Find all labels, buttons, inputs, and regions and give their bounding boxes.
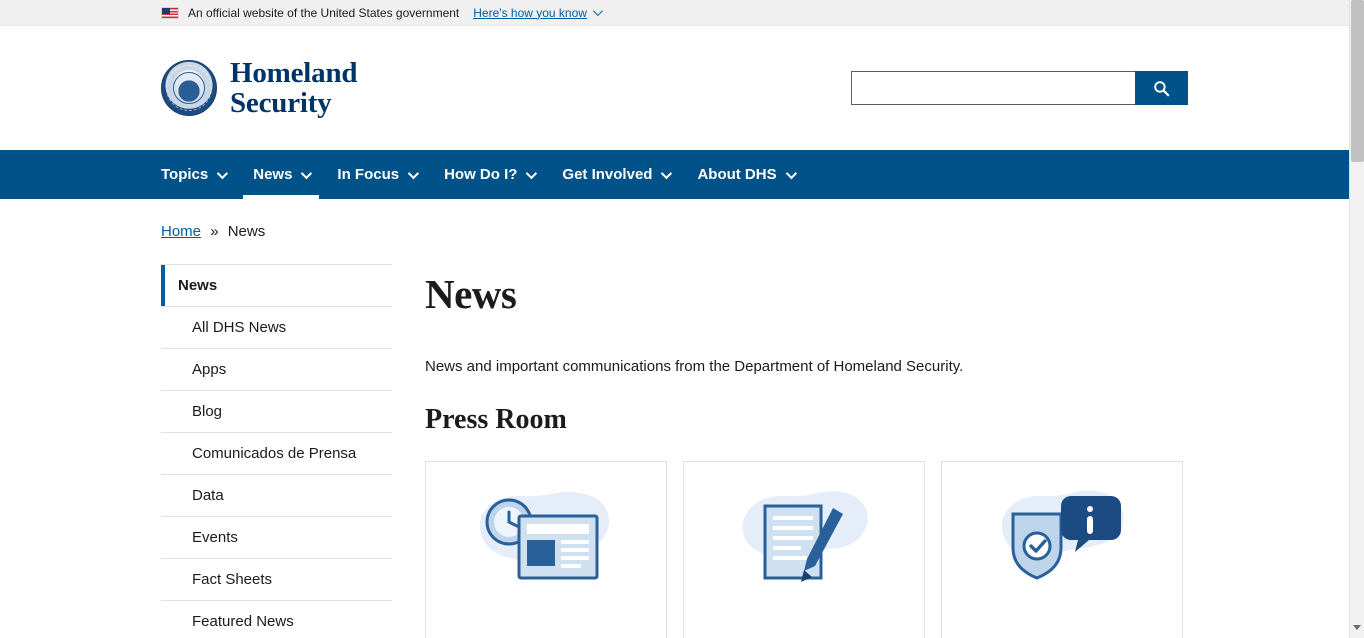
scroll-down-arrow-icon[interactable] bbox=[1353, 625, 1362, 634]
chevron-down-icon bbox=[526, 167, 537, 178]
document-pen-icon bbox=[709, 472, 899, 602]
nav-item-topics[interactable] bbox=[161, 150, 239, 199]
section-heading-press-room: Press Room bbox=[425, 404, 567, 435]
nav-item-news[interactable] bbox=[239, 150, 323, 199]
nav-item-about-dhs[interactable] bbox=[683, 150, 807, 199]
search-input[interactable] bbox=[851, 71, 1135, 105]
how-you-know-label: Here's how you know bbox=[473, 5, 587, 20]
sidebar-item-label: Fact Sheets bbox=[192, 571, 273, 588]
sidebar-item-news[interactable] bbox=[161, 265, 392, 307]
sidebar-item-events[interactable] bbox=[161, 517, 392, 559]
nav-label-how-do-i: How Do I? bbox=[444, 166, 518, 183]
dhs-seal-icon bbox=[161, 60, 217, 116]
card-fact-sheets[interactable] bbox=[941, 461, 1183, 638]
nav-item-how-do-i[interactable] bbox=[430, 150, 548, 199]
sidebar-item-blog[interactable] bbox=[161, 391, 392, 433]
sidebar-item-all-dhs-news[interactable] bbox=[161, 307, 392, 349]
card-press-releases[interactable] bbox=[425, 461, 667, 638]
card-speeches[interactable] bbox=[683, 461, 925, 638]
dhs-home-logo-link[interactable] bbox=[161, 58, 357, 118]
breadcrumb-home-link[interactable]: Home bbox=[161, 223, 202, 240]
chevron-down-icon bbox=[408, 167, 419, 178]
nav-item-in-focus[interactable] bbox=[323, 150, 430, 199]
page-intro-text: News and important communications from the Department of Homeland Security. bbox=[425, 358, 964, 375]
search-button[interactable] bbox=[1135, 71, 1188, 105]
chevron-down-icon bbox=[301, 167, 312, 178]
card-illustration bbox=[942, 462, 1182, 612]
brand-line-1: Homeland bbox=[230, 56, 358, 89]
breadcrumb bbox=[0, 199, 1349, 240]
us-gov-banner bbox=[0, 0, 1349, 26]
site-search bbox=[851, 71, 1188, 105]
content-wrapper bbox=[0, 240, 1349, 638]
how-you-know-link[interactable] bbox=[473, 6, 600, 20]
sidebar-item-label: All DHS News bbox=[192, 319, 287, 336]
sidebar-item-label: News bbox=[178, 277, 218, 294]
sidebar-item-comunicados-de-prensa[interactable] bbox=[161, 433, 392, 475]
nav-item-get-involved[interactable] bbox=[548, 150, 683, 199]
shield-info-icon bbox=[967, 472, 1157, 602]
nav-label-about-dhs: About DHS bbox=[697, 166, 777, 183]
breadcrumb-current: News bbox=[227, 223, 266, 240]
card-illustration bbox=[426, 462, 666, 612]
nav-label-in-focus: In Focus bbox=[337, 166, 400, 183]
vertical-scrollbar[interactable] bbox=[1349, 0, 1364, 638]
chevron-down-icon bbox=[217, 167, 228, 178]
sidebar-item-label: Comunicados de Prensa bbox=[192, 445, 357, 462]
chevron-down-icon bbox=[661, 167, 672, 178]
brand-line-2: Security bbox=[230, 87, 332, 119]
sidebar-item-label: Featured News bbox=[192, 613, 294, 630]
us-flag-icon bbox=[161, 7, 179, 19]
main-column bbox=[425, 264, 1188, 638]
sidebar-item-apps[interactable] bbox=[161, 349, 392, 391]
sidebar-item-label: Events bbox=[192, 529, 238, 546]
page-title: News bbox=[425, 271, 517, 317]
card-illustration bbox=[684, 462, 924, 612]
nav-label-news: News bbox=[253, 166, 293, 183]
press-room-card-row bbox=[425, 461, 1188, 638]
sidebar-item-fact-sheets[interactable] bbox=[161, 559, 392, 601]
chevron-down-icon bbox=[593, 6, 603, 16]
sidebar-list bbox=[161, 264, 392, 638]
brand-wordmark bbox=[230, 58, 357, 118]
scrollbar-thumb[interactable] bbox=[1351, 0, 1364, 162]
section-sidebar bbox=[161, 264, 392, 638]
nav-label-get-involved: Get Involved bbox=[562, 166, 653, 183]
chevron-down-icon bbox=[785, 167, 796, 178]
sidebar-item-label: Blog bbox=[192, 403, 223, 420]
sidebar-item-label: Apps bbox=[192, 361, 227, 378]
site-masthead bbox=[0, 26, 1349, 150]
sidebar-item-data[interactable] bbox=[161, 475, 392, 517]
sidebar-item-featured-news[interactable] bbox=[161, 601, 392, 638]
newspaper-clock-icon bbox=[451, 472, 641, 602]
breadcrumb-separator: » bbox=[210, 223, 219, 240]
sidebar-item-label: Data bbox=[192, 487, 224, 504]
search-icon bbox=[1152, 79, 1171, 98]
seal-ring-decoration bbox=[166, 65, 212, 111]
nav-label-topics: Topics bbox=[161, 166, 209, 183]
gov-banner-text: An official website of the United States government bbox=[188, 5, 460, 20]
primary-navigation bbox=[0, 150, 1349, 199]
